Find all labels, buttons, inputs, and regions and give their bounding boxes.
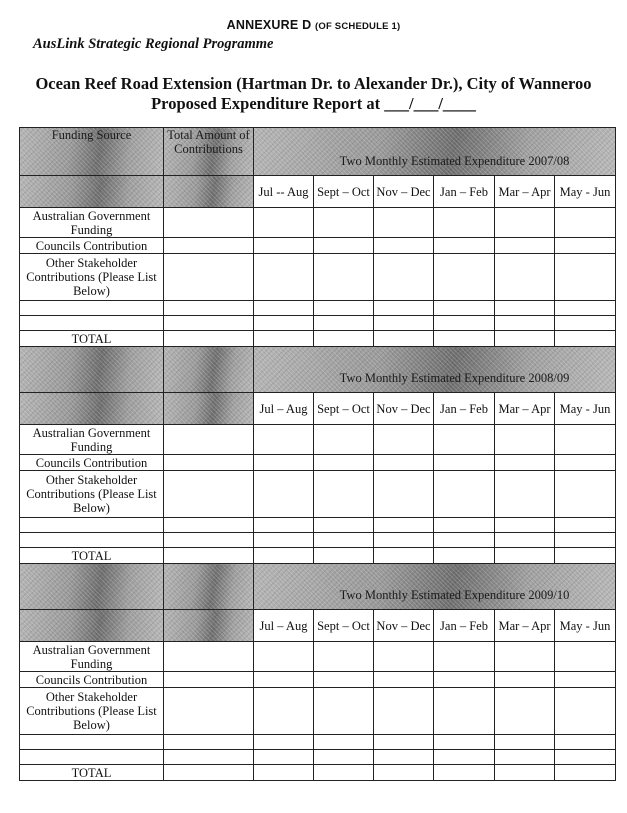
period-header: Nov – Dec	[374, 393, 434, 425]
amount-cell[interactable]	[434, 471, 495, 518]
amount-cell[interactable]	[495, 238, 555, 254]
total-label: TOTAL	[20, 331, 164, 347]
amount-cell[interactable]	[374, 316, 434, 331]
funding-row-councils	[20, 238, 616, 254]
amount-cell[interactable]	[434, 672, 495, 688]
blank-shaded-cell	[164, 610, 254, 642]
period-header: Jan – Feb	[434, 393, 495, 425]
amount-cell[interactable]	[164, 425, 254, 455]
amount-cell[interactable]	[555, 331, 616, 347]
amount-cell[interactable]	[164, 750, 254, 765]
blank-shaded-cell	[20, 176, 164, 208]
amount-cell[interactable]	[374, 642, 434, 672]
amount-cell[interactable]	[434, 533, 495, 548]
amount-cell[interactable]	[555, 301, 616, 316]
report-title	[0, 74, 627, 114]
amount-cell[interactable]	[374, 548, 434, 564]
amount-cell[interactable]	[314, 750, 374, 765]
amount-cell[interactable]	[555, 750, 616, 765]
amount-cell[interactable]	[495, 533, 555, 548]
stakeholder-name-cell[interactable]	[20, 750, 164, 765]
stakeholder-name-cell[interactable]	[20, 533, 164, 548]
amount-cell[interactable]	[555, 642, 616, 672]
amount-cell[interactable]	[495, 301, 555, 316]
amount-cell[interactable]	[164, 238, 254, 254]
amount-cell[interactable]	[374, 735, 434, 750]
period-header: Jul – Aug	[254, 610, 314, 642]
funding-row-australian-government	[20, 425, 616, 455]
amount-cell[interactable]	[495, 735, 555, 750]
amount-cell[interactable]	[314, 518, 374, 533]
amount-cell[interactable]	[495, 642, 555, 672]
stakeholder-entry-row	[20, 750, 616, 765]
amount-cell[interactable]	[374, 238, 434, 254]
amount-cell[interactable]	[254, 518, 314, 533]
amount-cell[interactable]	[254, 642, 314, 672]
amount-cell[interactable]	[555, 254, 616, 301]
stakeholder-entry-row	[20, 533, 616, 548]
amount-cell[interactable]	[374, 672, 434, 688]
amount-cell[interactable]	[164, 518, 254, 533]
amount-cell[interactable]	[254, 688, 314, 735]
period-header: Nov – Dec	[374, 176, 434, 208]
amount-cell[interactable]	[374, 750, 434, 765]
amount-cell[interactable]	[254, 316, 314, 331]
amount-cell[interactable]	[164, 765, 254, 781]
funding-row-other-stakeholders	[20, 688, 616, 735]
funding-row-other-stakeholders	[20, 471, 616, 518]
expenditure-report-table-wrapper	[19, 127, 615, 781]
row-label: Australian Government Funding	[20, 208, 164, 238]
amount-cell[interactable]	[495, 518, 555, 533]
amount-cell[interactable]	[374, 688, 434, 735]
period-header-row	[20, 176, 616, 208]
amount-cell[interactable]	[555, 688, 616, 735]
total-amount-header: Total Amount of Contributions	[164, 128, 254, 176]
amount-cell[interactable]	[434, 688, 495, 735]
period-group-header: Two Monthly Estimated Expenditure 2009/10	[254, 564, 616, 610]
period-header: May - Jun	[555, 393, 616, 425]
amount-cell[interactable]	[555, 765, 616, 781]
row-label: Councils Contribution	[20, 238, 164, 254]
period-header: Mar – Apr	[495, 610, 555, 642]
amount-cell[interactable]	[164, 208, 254, 238]
total-row	[20, 548, 616, 564]
amount-cell[interactable]	[314, 331, 374, 347]
period-header: Jan – Feb	[434, 610, 495, 642]
amount-cell[interactable]	[254, 672, 314, 688]
period-header: Sept – Oct	[314, 176, 374, 208]
stakeholder-name-cell[interactable]	[20, 735, 164, 750]
blank-shaded-cell	[20, 564, 164, 610]
amount-cell[interactable]	[254, 208, 314, 238]
amount-cell[interactable]	[164, 316, 254, 331]
amount-cell[interactable]	[314, 548, 374, 564]
blank-shaded-cell	[164, 176, 254, 208]
row-label: Councils Contribution	[20, 455, 164, 471]
amount-cell[interactable]	[314, 765, 374, 781]
period-header: Mar – Apr	[495, 176, 555, 208]
amount-cell[interactable]	[555, 208, 616, 238]
amount-cell[interactable]	[314, 208, 374, 238]
amount-cell[interactable]	[254, 455, 314, 471]
amount-cell[interactable]	[434, 548, 495, 564]
amount-cell[interactable]	[254, 471, 314, 518]
amount-cell[interactable]	[495, 425, 555, 455]
funding-row-councils	[20, 455, 616, 471]
blank-shaded-cell	[164, 347, 254, 393]
amount-cell[interactable]	[314, 238, 374, 254]
period-header: May - Jun	[555, 610, 616, 642]
annexure-schedule: (OF SCHEDULE 1)	[315, 21, 401, 32]
amount-cell[interactable]	[434, 316, 495, 331]
amount-cell[interactable]	[555, 518, 616, 533]
total-label: TOTAL	[20, 548, 164, 564]
amount-cell[interactable]	[374, 254, 434, 301]
amount-cell[interactable]	[164, 301, 254, 316]
stakeholder-entry-row	[20, 316, 616, 331]
amount-cell[interactable]	[164, 455, 254, 471]
amount-cell[interactable]	[374, 425, 434, 455]
amount-cell[interactable]	[434, 208, 495, 238]
report-title-line2: Proposed Expenditure Report at ___/___/____	[151, 94, 476, 113]
period-header: Nov – Dec	[374, 610, 434, 642]
row-label: Other Stakeholder Contributions (Please List Below)	[20, 688, 164, 735]
funding-row-other-stakeholders	[20, 254, 616, 301]
amount-cell[interactable]	[434, 455, 495, 471]
amount-cell[interactable]	[164, 471, 254, 518]
period-header: Jul – Aug	[254, 393, 314, 425]
amount-cell[interactable]	[555, 316, 616, 331]
amount-cell[interactable]	[555, 455, 616, 471]
amount-cell[interactable]	[164, 672, 254, 688]
row-label: Other Stakeholder Contributions (Please List Below)	[20, 254, 164, 301]
amount-cell[interactable]	[254, 533, 314, 548]
amount-cell[interactable]	[374, 471, 434, 518]
stakeholder-name-cell[interactable]	[20, 301, 164, 316]
amount-cell[interactable]	[434, 425, 495, 455]
funding-row-councils	[20, 672, 616, 688]
amount-cell[interactable]	[314, 735, 374, 750]
amount-cell[interactable]	[495, 548, 555, 564]
amount-cell[interactable]	[254, 301, 314, 316]
amount-cell[interactable]	[434, 331, 495, 347]
period-header: Jan – Feb	[434, 176, 495, 208]
blank-shaded-cell	[20, 347, 164, 393]
amount-cell[interactable]	[434, 642, 495, 672]
period-header: Mar – Apr	[495, 393, 555, 425]
amount-cell[interactable]	[314, 642, 374, 672]
amount-cell[interactable]	[314, 425, 374, 455]
amount-cell[interactable]	[314, 471, 374, 518]
section-heading-row	[20, 128, 616, 176]
stakeholder-entry-row	[20, 301, 616, 316]
period-header-row	[20, 610, 616, 642]
amount-cell[interactable]	[495, 316, 555, 331]
section-heading-row	[20, 347, 616, 393]
amount-cell[interactable]	[314, 688, 374, 735]
amount-cell[interactable]	[254, 735, 314, 750]
amount-cell[interactable]	[434, 301, 495, 316]
amount-cell[interactable]	[434, 750, 495, 765]
amount-cell[interactable]	[434, 735, 495, 750]
amount-cell[interactable]	[374, 455, 434, 471]
blank-shaded-cell	[164, 564, 254, 610]
amount-cell[interactable]	[164, 548, 254, 564]
programme-name: AusLink Strategic Regional Programme	[33, 36, 274, 52]
amount-cell[interactable]	[374, 331, 434, 347]
amount-cell[interactable]	[434, 238, 495, 254]
stakeholder-entry-row	[20, 735, 616, 750]
amount-cell[interactable]	[164, 688, 254, 735]
period-group-header: Two Monthly Estimated Expenditure 2008/09	[254, 347, 616, 393]
total-row	[20, 331, 616, 347]
amount-cell[interactable]	[164, 642, 254, 672]
amount-cell[interactable]	[555, 548, 616, 564]
amount-cell[interactable]	[434, 765, 495, 781]
period-header: Sept – Oct	[314, 393, 374, 425]
amount-cell[interactable]	[314, 254, 374, 301]
period-header: May - Jun	[555, 176, 616, 208]
amount-cell[interactable]	[555, 533, 616, 548]
amount-cell[interactable]	[555, 672, 616, 688]
total-row	[20, 765, 616, 781]
expenditure-report-table	[19, 127, 616, 781]
amount-cell[interactable]	[314, 301, 374, 316]
stakeholder-entry-row	[20, 518, 616, 533]
amount-cell[interactable]	[495, 688, 555, 735]
period-header: Sept – Oct	[314, 610, 374, 642]
amount-cell[interactable]	[254, 331, 314, 347]
blank-shaded-cell	[164, 393, 254, 425]
amount-cell[interactable]	[254, 548, 314, 564]
amount-cell[interactable]	[434, 518, 495, 533]
blank-shaded-cell	[20, 610, 164, 642]
amount-cell[interactable]	[495, 471, 555, 518]
section-heading-row	[20, 564, 616, 610]
amount-cell[interactable]	[495, 254, 555, 301]
row-label: Other Stakeholder Contributions (Please List Below)	[20, 471, 164, 518]
amount-cell[interactable]	[374, 765, 434, 781]
row-label: Councils Contribution	[20, 672, 164, 688]
amount-cell[interactable]	[254, 750, 314, 765]
amount-cell[interactable]	[495, 208, 555, 238]
amount-cell[interactable]	[555, 238, 616, 254]
funding-row-australian-government	[20, 208, 616, 238]
amount-cell[interactable]	[254, 238, 314, 254]
amount-cell[interactable]	[555, 471, 616, 518]
total-label: TOTAL	[20, 765, 164, 781]
annexure-heading	[0, 18, 627, 32]
row-label: Australian Government Funding	[20, 642, 164, 672]
amount-cell[interactable]	[495, 765, 555, 781]
amount-cell[interactable]	[555, 735, 616, 750]
amount-cell[interactable]	[495, 750, 555, 765]
stakeholder-name-cell[interactable]	[20, 316, 164, 331]
row-label: Australian Government Funding	[20, 425, 164, 455]
amount-cell[interactable]	[495, 331, 555, 347]
report-title-line1: Ocean Reef Road Extension (Hartman Dr. to Alexander Dr.), City of Wanneroo	[35, 74, 592, 93]
amount-cell[interactable]	[164, 533, 254, 548]
amount-cell[interactable]	[374, 533, 434, 548]
period-header: Jul -- Aug	[254, 176, 314, 208]
annexure-label: ANNEXURE D	[226, 18, 312, 32]
blank-shaded-cell	[20, 393, 164, 425]
amount-cell[interactable]	[314, 316, 374, 331]
amount-cell[interactable]	[164, 254, 254, 301]
amount-cell[interactable]	[434, 254, 495, 301]
funding-row-australian-government	[20, 642, 616, 672]
amount-cell[interactable]	[555, 425, 616, 455]
funding-source-header: Funding Source	[20, 128, 164, 176]
amount-cell[interactable]	[314, 533, 374, 548]
amount-cell[interactable]	[254, 425, 314, 455]
period-header-row	[20, 393, 616, 425]
amount-cell[interactable]	[314, 672, 374, 688]
amount-cell[interactable]	[254, 254, 314, 301]
amount-cell[interactable]	[495, 455, 555, 471]
amount-cell[interactable]	[164, 735, 254, 750]
amount-cell[interactable]	[495, 672, 555, 688]
amount-cell[interactable]	[374, 301, 434, 316]
amount-cell[interactable]	[314, 455, 374, 471]
amount-cell[interactable]	[164, 331, 254, 347]
period-group-header: Two Monthly Estimated Expenditure 2007/08	[254, 128, 616, 176]
amount-cell[interactable]	[254, 765, 314, 781]
stakeholder-name-cell[interactable]	[20, 518, 164, 533]
amount-cell[interactable]	[374, 208, 434, 238]
amount-cell[interactable]	[374, 518, 434, 533]
